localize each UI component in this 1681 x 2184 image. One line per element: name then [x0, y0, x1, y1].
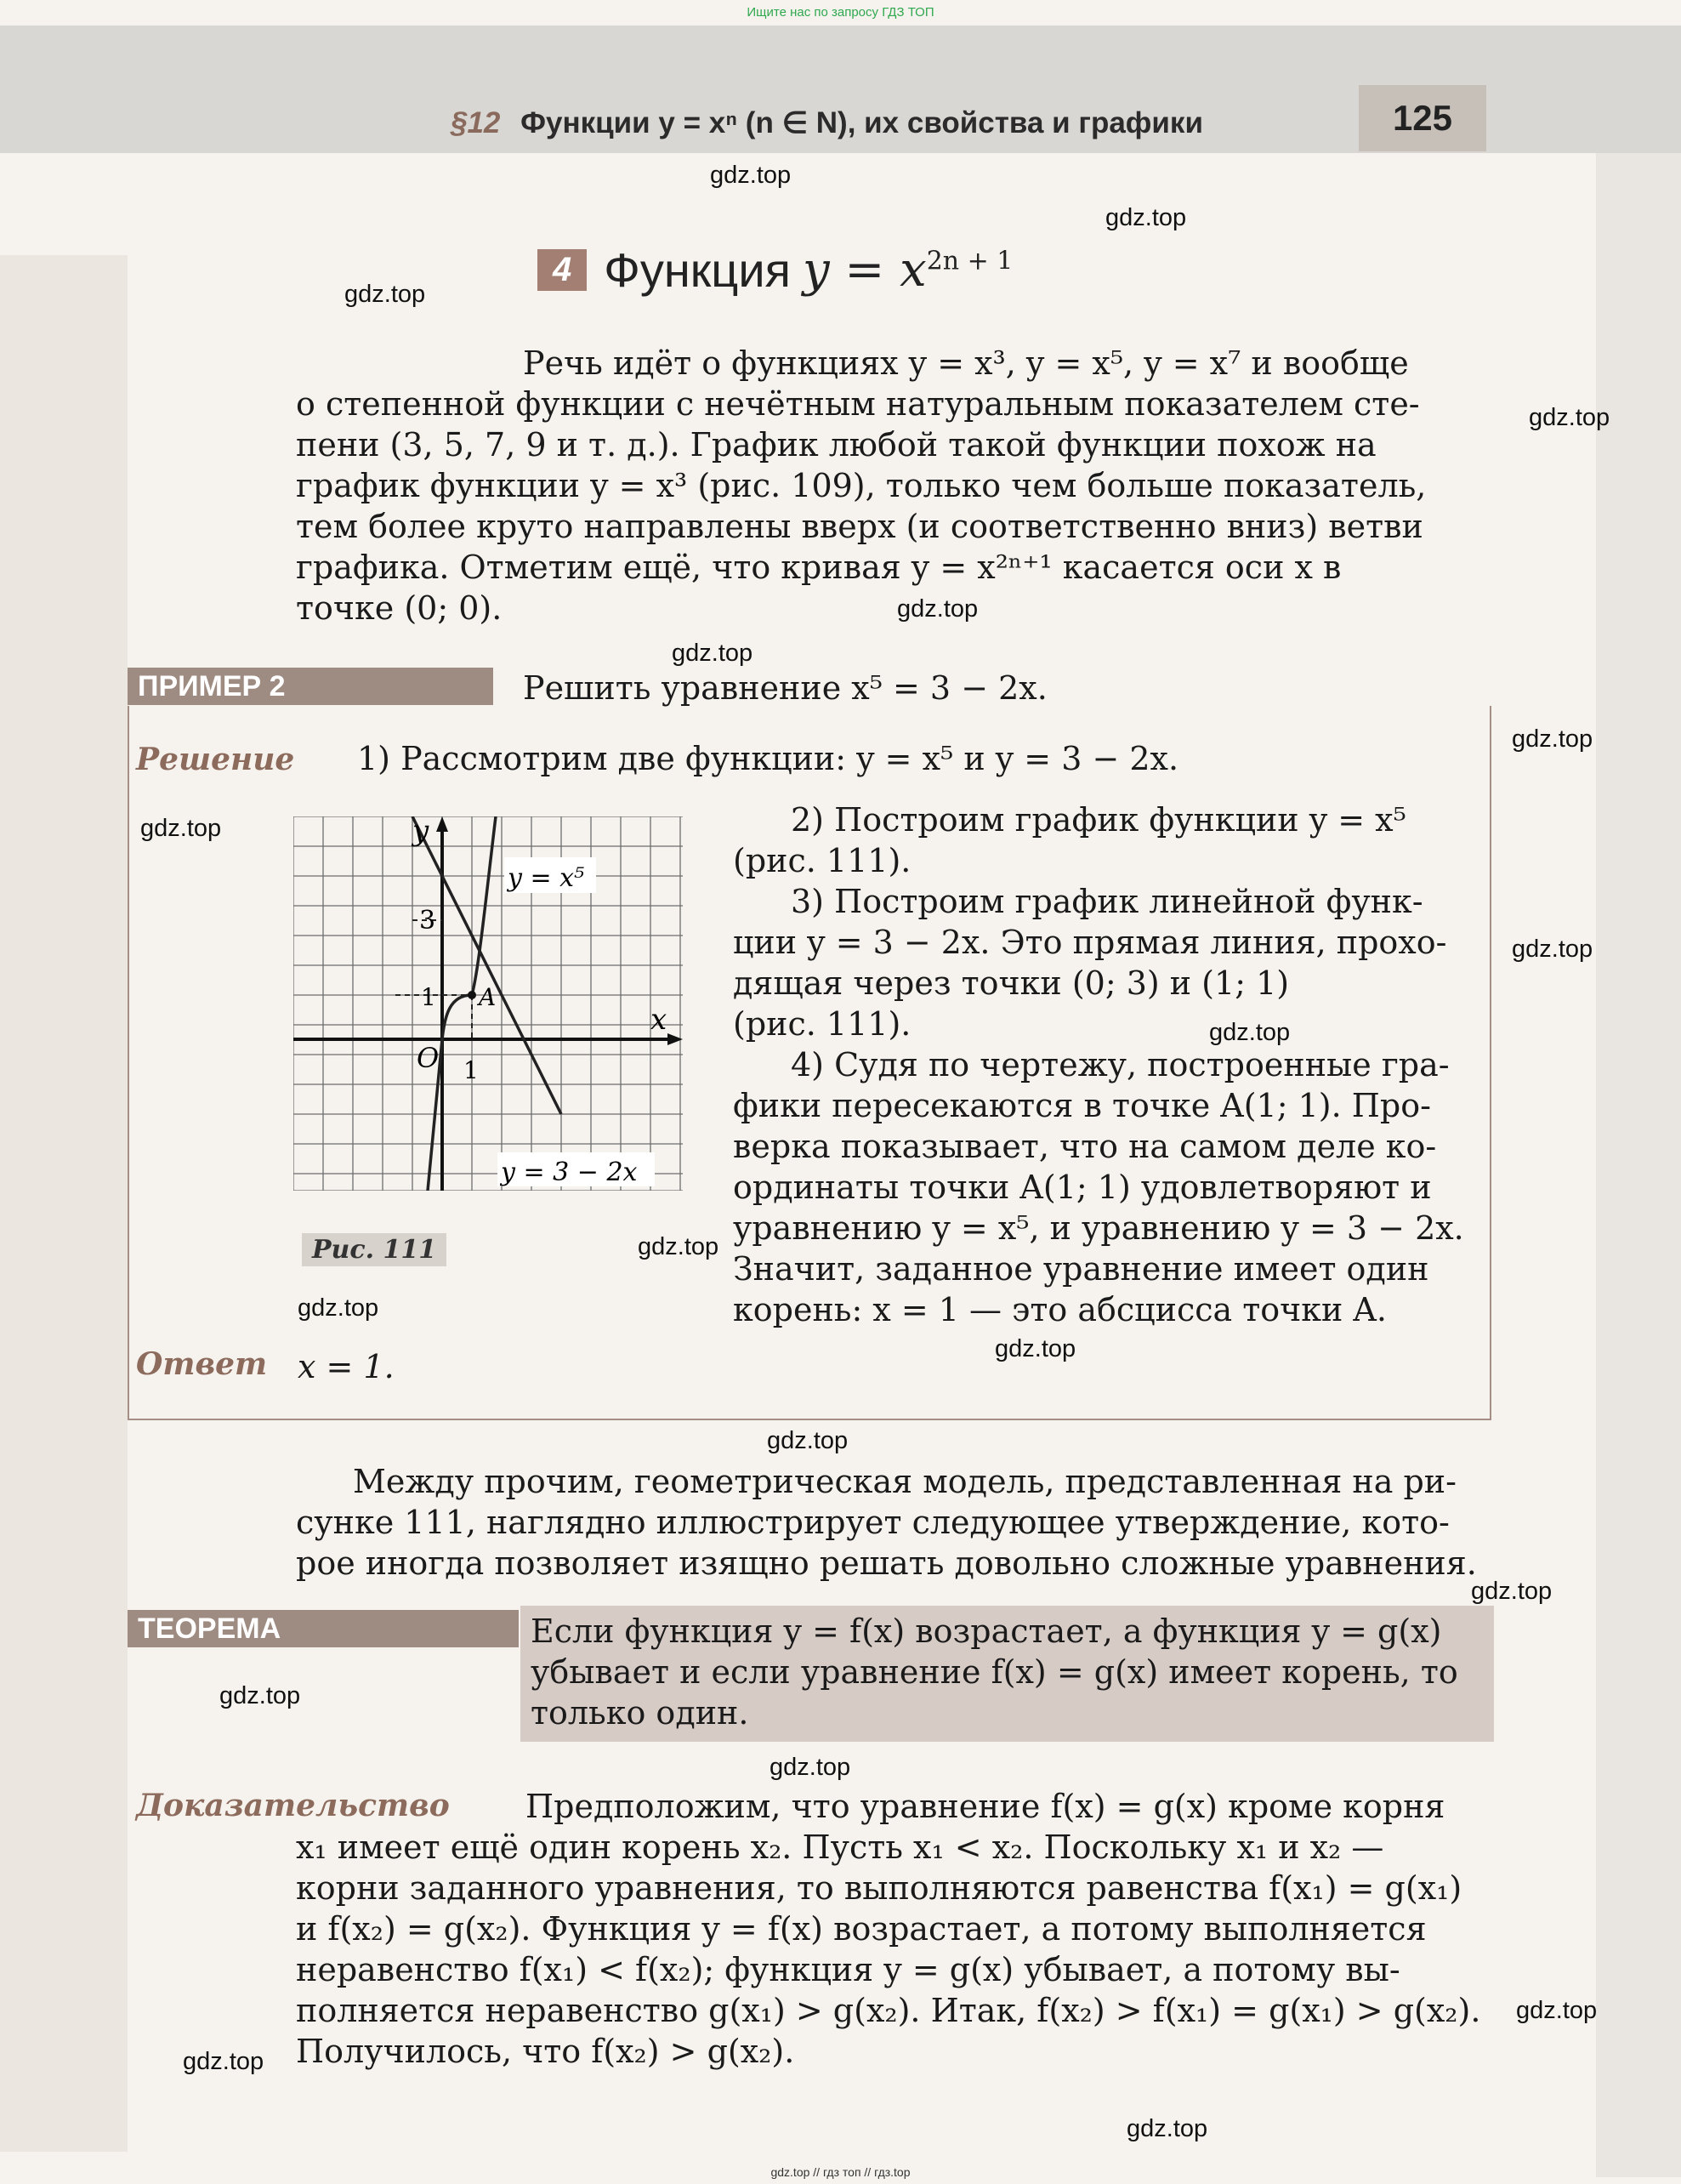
example-task: Решить уравнение x⁵ = 3 − 2x.: [523, 669, 1048, 707]
solution-label: Решение: [136, 742, 295, 777]
page-number: 125: [1359, 85, 1486, 151]
proof-line: Предположим, что уравнение f(x) = g(x) кроме корня: [525, 1788, 1445, 1825]
solution-line: (рис. 111).: [733, 842, 911, 879]
right-margin-shade: [1596, 153, 1681, 2177]
axis-y-label: y: [412, 816, 429, 848]
figure-111: [293, 816, 683, 1191]
section-title-number: 4: [537, 249, 587, 291]
solution-line: ординаты точки A(1; 1) удовлетворяют и: [733, 1169, 1432, 1206]
section-title: [537, 242, 1013, 298]
watermark: gdz.top: [1105, 204, 1187, 231]
theorem-line: только один.: [531, 1694, 749, 1732]
solution-line: фики пересекаются в точке A(1; 1). Про-: [733, 1087, 1431, 1124]
watermark: gdz.top: [219, 1682, 301, 1709]
watermark: gdz.top: [638, 1233, 719, 1260]
solution-line: 3) Построим график линейной функ-: [791, 883, 1423, 920]
watermark: gdz.top: [1209, 1019, 1291, 1046]
theorem-label: ТЕОРЕМА: [128, 1610, 519, 1647]
figure-caption: Рис. 111: [302, 1233, 446, 1266]
top-note: Ищите нас по запросу ГДЗ ТОП: [747, 5, 934, 20]
intro-line: Речь идёт о функциях y = x³, y = x⁵, y = x⁷ и вообще: [523, 344, 1409, 382]
proof-line: Получилось, что f(x₂) > g(x₂).: [296, 2033, 795, 2070]
watermark: gdz.top: [183, 2048, 264, 2075]
bottom-note: gdz.top // гдз топ // гдз.top: [770, 2165, 911, 2179]
line-label: y = 3 − 2x: [501, 1157, 638, 1187]
solution-line: (рис. 111).: [733, 1005, 911, 1043]
intro-line: графика. Отметим ещё, что кривая y = x²ⁿ⁺¹ касается оси x в: [296, 549, 1342, 586]
solution-line: корень: x = 1 — это абсцисса точки A.: [733, 1291, 1387, 1328]
tick-label-3: 3: [419, 906, 436, 936]
watermark: gdz.top: [897, 595, 979, 623]
section-number: §12: [451, 106, 501, 139]
answer-label: Ответ: [136, 1346, 268, 1382]
point-a-marker: [468, 991, 476, 999]
solution-line: 2) Построим график функции y = x⁵: [791, 801, 1406, 839]
between-line: рое иногда позволяет изящно решать довольно сложные уравнения.: [296, 1544, 1477, 1582]
watermark: gdz.top: [1516, 1997, 1598, 2024]
axis-x-label: x: [650, 1003, 667, 1037]
example-label: ПРИМЕР 2: [128, 668, 493, 705]
intro-line: точке (0; 0).: [296, 589, 503, 627]
solution-line: дящая через точки (0; 3) и (1; 1): [733, 964, 1290, 1002]
point-a-label: A: [479, 983, 497, 1011]
running-head-title: Функции y = xⁿ (n ∈ N), их свойства и графики: [520, 106, 1203, 139]
section-title-exponent: 2n + 1: [926, 246, 1014, 276]
section-title-formula: $y = x^{2n + 1}$: [802, 242, 1014, 298]
between-line: сунке 111, наглядно иллюстрирует следующее утверждение, кото-: [296, 1504, 1450, 1541]
intro-line: график функции y = x³ (рис. 109), только чем больше показатель,: [296, 467, 1427, 504]
theorem-box: [520, 1606, 1494, 1742]
watermark: gdz.top: [710, 162, 792, 189]
tick-label-1-x: 1: [463, 1056, 479, 1084]
watermark: gdz.top: [344, 281, 426, 308]
answer-value: x = 1.: [298, 1348, 395, 1385]
proof-line: x₁ имеет ещё один корень x₂. Пусть x₁ < x₂. Поскольку x₁ и x₂ —: [296, 1829, 1384, 1866]
origin-label: O: [417, 1042, 440, 1074]
watermark: gdz.top: [995, 1335, 1076, 1362]
left-margin-shade: [0, 255, 128, 2152]
watermark: gdz.top: [1512, 936, 1593, 963]
solution-line: верка показывает, что на самом деле ко-: [733, 1128, 1437, 1165]
between-line: Между прочим, геометрическая модель, представленная на ри-: [353, 1463, 1457, 1500]
section-title-text: Функция: [604, 243, 791, 297]
tick-label-1-y: 1: [421, 983, 436, 1011]
watermark: gdz.top: [1512, 725, 1593, 753]
proof-line: корни заданного уравнения, то выполняются равенства f(x₁) = g(x₁): [296, 1869, 1462, 1907]
theorem-line: Если функция y = f(x) возрастает, а функция y = g(x): [531, 1612, 1442, 1650]
solution-line: ции y = 3 − 2x. Это прямая линия, прохо-: [733, 924, 1447, 961]
watermark: gdz.top: [298, 1294, 379, 1322]
watermark: gdz.top: [1529, 404, 1610, 431]
intro-line: о степенной функции с нечётным натуральным показателем сте-: [296, 385, 1420, 423]
curve-label: y = x⁵: [508, 863, 585, 893]
watermark: gdz.top: [672, 640, 753, 667]
solution-line: уравнению y = x⁵, и уравнению y = 3 − 2x.: [733, 1209, 1464, 1247]
proof-label: Доказательство: [136, 1788, 450, 1823]
proof-line: и f(x₂) = g(x₂). Функция y = f(x) возрастает, а потому выполняется: [296, 1910, 1427, 1948]
proof-line: неравенство f(x₁) < f(x₂); функция y = g(x) убывает, а потому вы-: [296, 1951, 1400, 1988]
watermark: gdz.top: [140, 815, 222, 842]
watermark: gdz.top: [1471, 1578, 1553, 1605]
intro-line: тем более круто направлены вверх (и соответственно вниз) ветви: [296, 508, 1423, 545]
theorem-line: убывает и если уравнение f(x) = g(x) имеет корень, то: [531, 1653, 1458, 1691]
solution-line: 4) Судя по чертежу, построенные гра-: [791, 1046, 1450, 1083]
y-axis-arrow-icon: [436, 816, 448, 832]
intro-line: пени (3, 5, 7, 9 и т. д.). График любой такой функции похож на: [296, 426, 1377, 464]
running-head: [451, 106, 1203, 140]
watermark: gdz.top: [1127, 2115, 1208, 2142]
watermark: gdz.top: [767, 1427, 849, 1454]
solution-step-1: 1) Рассмотрим две функции: y = x⁵ и y = 3 − 2x.: [357, 740, 1179, 777]
solution-line: Значит, заданное уравнение имеет один: [733, 1250, 1429, 1288]
watermark: gdz.top: [770, 1754, 851, 1781]
proof-line: полняется неравенство g(x₁) > g(x₂). Итак, f(x₂) > f(x₁) = g(x₁) > g(x₂).: [296, 1992, 1481, 2029]
